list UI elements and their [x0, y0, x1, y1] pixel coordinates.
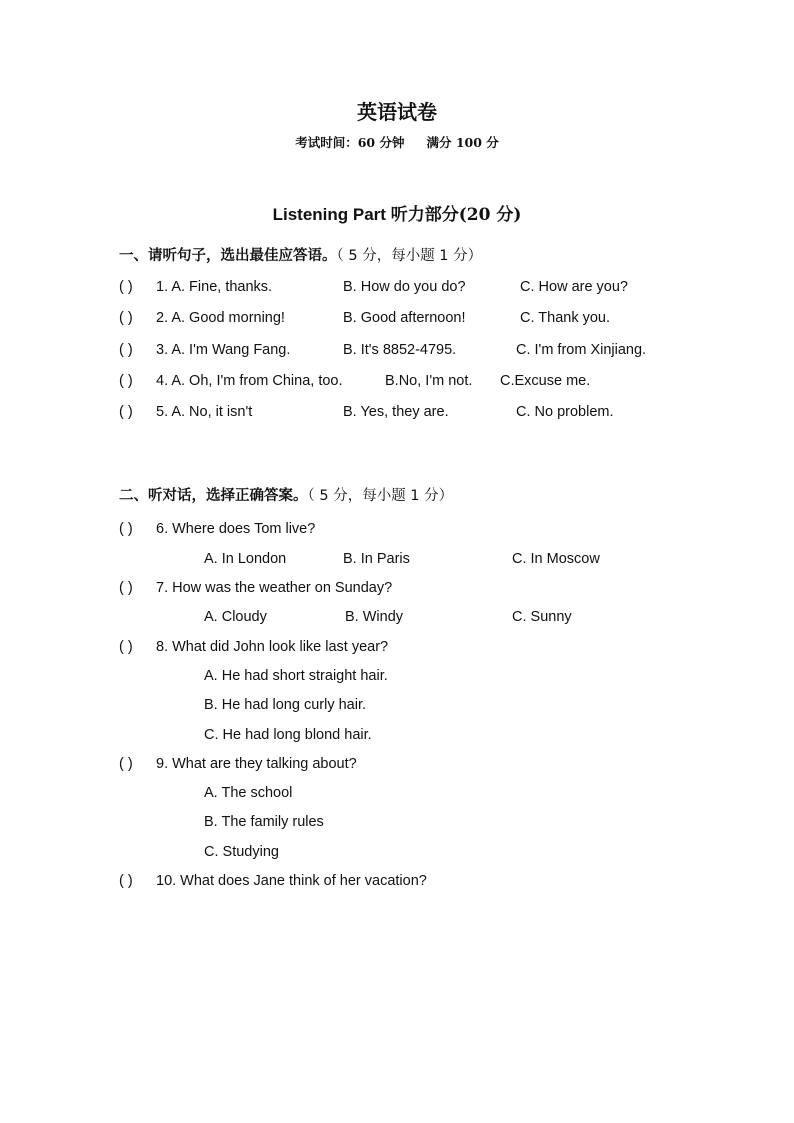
part-title	[0, 200, 794, 225]
answer-blank-1: ( )	[119, 279, 133, 295]
question-9-option-a: A. The school	[204, 785, 293, 801]
section2-heading	[119, 484, 453, 505]
question-5-option-b: B. Yes, they are.	[343, 404, 449, 420]
question-4-option-c: C.Excuse me.	[500, 373, 591, 389]
answer-blank-3: ( )	[119, 342, 133, 358]
answer-blank-9: ( )	[119, 756, 133, 772]
question-7-text: 7. How was the weather on Sunday?	[156, 580, 393, 596]
part-title-cn: 听力部分(20 分)	[390, 205, 522, 225]
question-8-option-a: A. He had short straight hair.	[204, 668, 388, 684]
question-4-option-a: 4. A. Oh, I'm from China, too.	[156, 373, 343, 389]
answer-blank-4: ( )	[119, 373, 133, 389]
question-8-option-c: C. He had long blond hair.	[204, 727, 372, 743]
question-9-option-c: C. Studying	[204, 844, 279, 860]
question-3-option-c: C. I'm from Xinjiang.	[516, 342, 647, 358]
full-score: 满分 100 分	[426, 135, 499, 150]
question-8-text: 8. What did John look like last year?	[156, 639, 389, 655]
question-10-text: 10. What does Jane think of her vacation?	[156, 873, 427, 889]
question-8-option-b: B. He had long curly hair.	[204, 697, 367, 713]
question-5-option-a: 5. A. No, it isn't	[156, 404, 253, 420]
answer-blank-2: ( )	[119, 310, 133, 326]
section1-heading	[119, 244, 482, 265]
question-1-option-b: B. How do you do?	[343, 279, 466, 295]
exam-time: 考试时间：60 分钟	[295, 135, 405, 150]
section2-heading-text: 二、听对话，选择正确答案。	[119, 488, 308, 504]
question-6-option-a: A. In London	[204, 551, 287, 567]
question-9-text: 9. What are they talking about?	[156, 756, 357, 772]
part-title-en: Listening Part	[272, 205, 386, 224]
exam-info	[0, 133, 794, 151]
question-3-option-a: 3. A. I'm Wang Fang.	[156, 342, 291, 358]
question-7-option-a: A. Cloudy	[204, 609, 267, 625]
question-5-option-c: C. No problem.	[516, 404, 614, 420]
answer-blank-6: ( )	[119, 521, 133, 537]
section1-heading-note: （ 5 分，每小题 1 分）	[336, 248, 483, 264]
question-6-option-c: C. In Moscow	[512, 551, 600, 567]
question-1-option-c: C. How are you?	[520, 279, 628, 295]
question-3-option-b: B. It's 8852-4795.	[343, 342, 457, 358]
question-2-option-c: C. Thank you.	[520, 310, 611, 326]
answer-blank-7: ( )	[119, 580, 133, 596]
question-4-option-b: B.No, I'm not.	[385, 373, 473, 389]
question-2-option-b: B. Good afternoon!	[343, 310, 466, 326]
answer-blank-5: ( )	[119, 404, 133, 420]
question-6-text: 6. Where does Tom live?	[156, 521, 316, 537]
question-2-option-a: 2. A. Good morning!	[156, 310, 285, 326]
page-title: 英语试卷	[357, 100, 437, 124]
question-1-option-a: 1. A. Fine, thanks.	[156, 279, 273, 295]
answer-blank-8: ( )	[119, 639, 133, 655]
question-6-option-b: B. In Paris	[343, 551, 410, 567]
question-7-option-b: B. Windy	[345, 609, 404, 625]
section2-heading-note: （ 5 分，每小题 1 分）	[307, 488, 454, 504]
question-9-option-b: B. The family rules	[204, 814, 324, 830]
question-7-option-c: C. Sunny	[512, 609, 572, 625]
answer-blank-10: ( )	[119, 873, 133, 889]
section1-heading-text: 一、请听句子，选出最佳应答语。	[119, 248, 337, 264]
